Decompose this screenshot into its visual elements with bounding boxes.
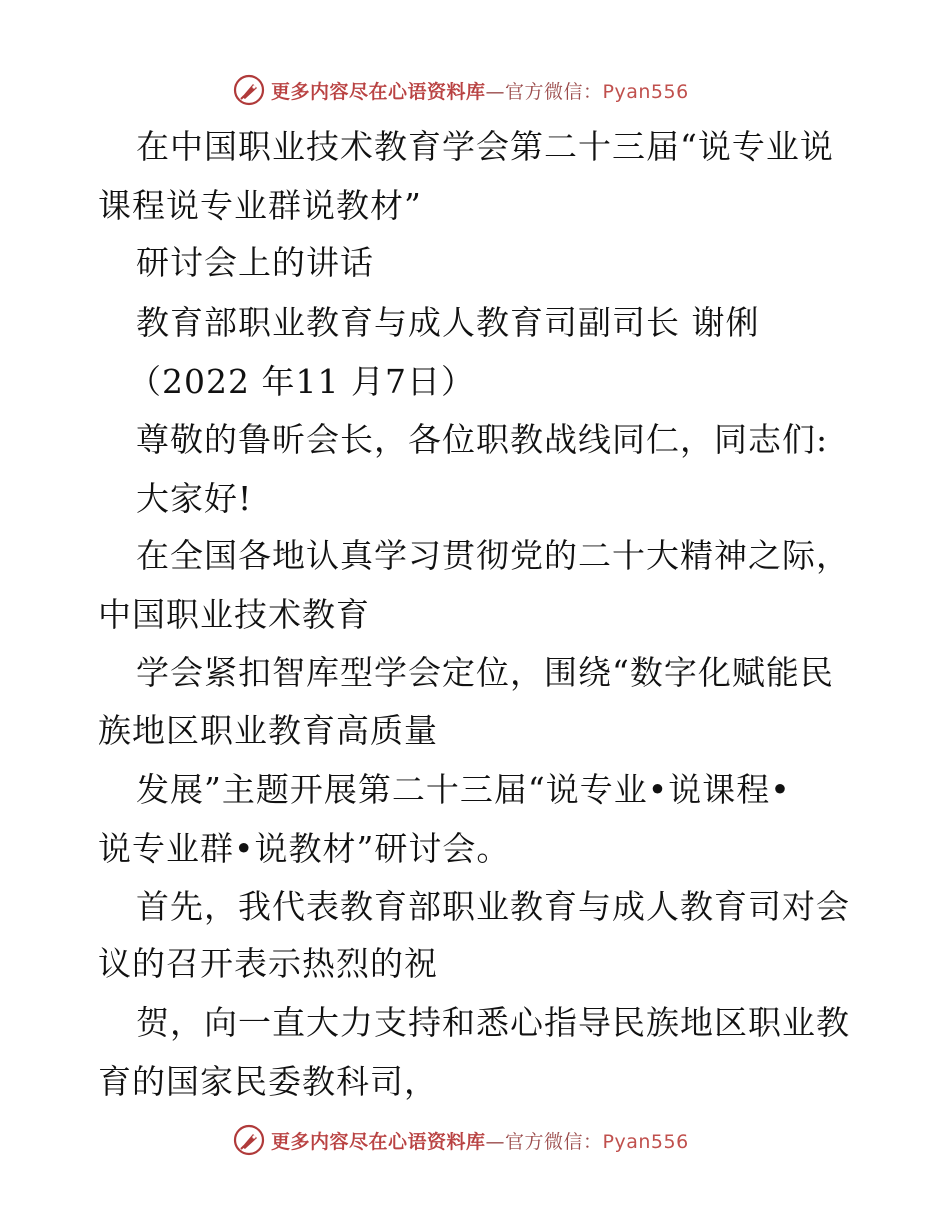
doc-line-6: 尊敬的鲁昕会长，各位职教战线同仁，同志们: [136, 420, 829, 459]
watermark-middle: —官方微信： [485, 1130, 603, 1153]
pen-nib-circle-icon [233, 1124, 265, 1156]
watermark-middle: —官方微信： [485, 80, 603, 103]
doc-line-15: 议的召开表示热烈的祝 [98, 944, 438, 983]
doc-line-12: 发展”主题开展第二十三届“说专业•说课程• [136, 770, 791, 809]
doc-line-8: 在全国各地认真学习贯彻党的二十大精神之际， [136, 536, 850, 575]
doc-line-2: 课程说专业群说教材” [98, 186, 422, 225]
doc-line-7: 大家好! [136, 479, 253, 518]
watermark-id: Pyan556 [602, 1130, 689, 1153]
doc-line-1: 在中国职业技术教育学会第二十三届“说专业说 [136, 127, 834, 166]
watermark-text [271, 77, 689, 104]
footer-watermark [233, 1122, 689, 1158]
doc-line-9: 中国职业技术教育 [98, 595, 370, 634]
watermark-prefix: 更多内容尽在心语资料库 [271, 80, 486, 103]
doc-line-14: 首先，我代表教育部职业教育与成人教育司对会 [136, 887, 850, 926]
header-watermark [233, 72, 689, 108]
doc-line-4: 教育部职业教育与成人教育司副司长 谢俐 [136, 303, 760, 342]
doc-line-10: 学会紧扣智库型学会定位，围绕“数字化赋能民 [136, 653, 834, 692]
doc-line-16: 贺，向一直大力支持和悉心指导民族地区职业教 [136, 1003, 850, 1042]
pen-nib-circle-icon [233, 74, 265, 106]
doc-line-11: 族地区职业教育高质量 [98, 711, 438, 750]
doc-line-17: 育的国家民委教科司， [98, 1062, 438, 1101]
watermark-text [271, 1127, 689, 1154]
doc-line-3: 研讨会上的讲话 [136, 243, 374, 282]
doc-line-13: 说专业群•说教材”研讨会。 [98, 829, 511, 868]
doc-line-5: （2022 年11 月7日） [128, 362, 475, 401]
watermark-prefix: 更多内容尽在心语资料库 [271, 1130, 486, 1153]
watermark-id: Pyan556 [602, 80, 689, 103]
